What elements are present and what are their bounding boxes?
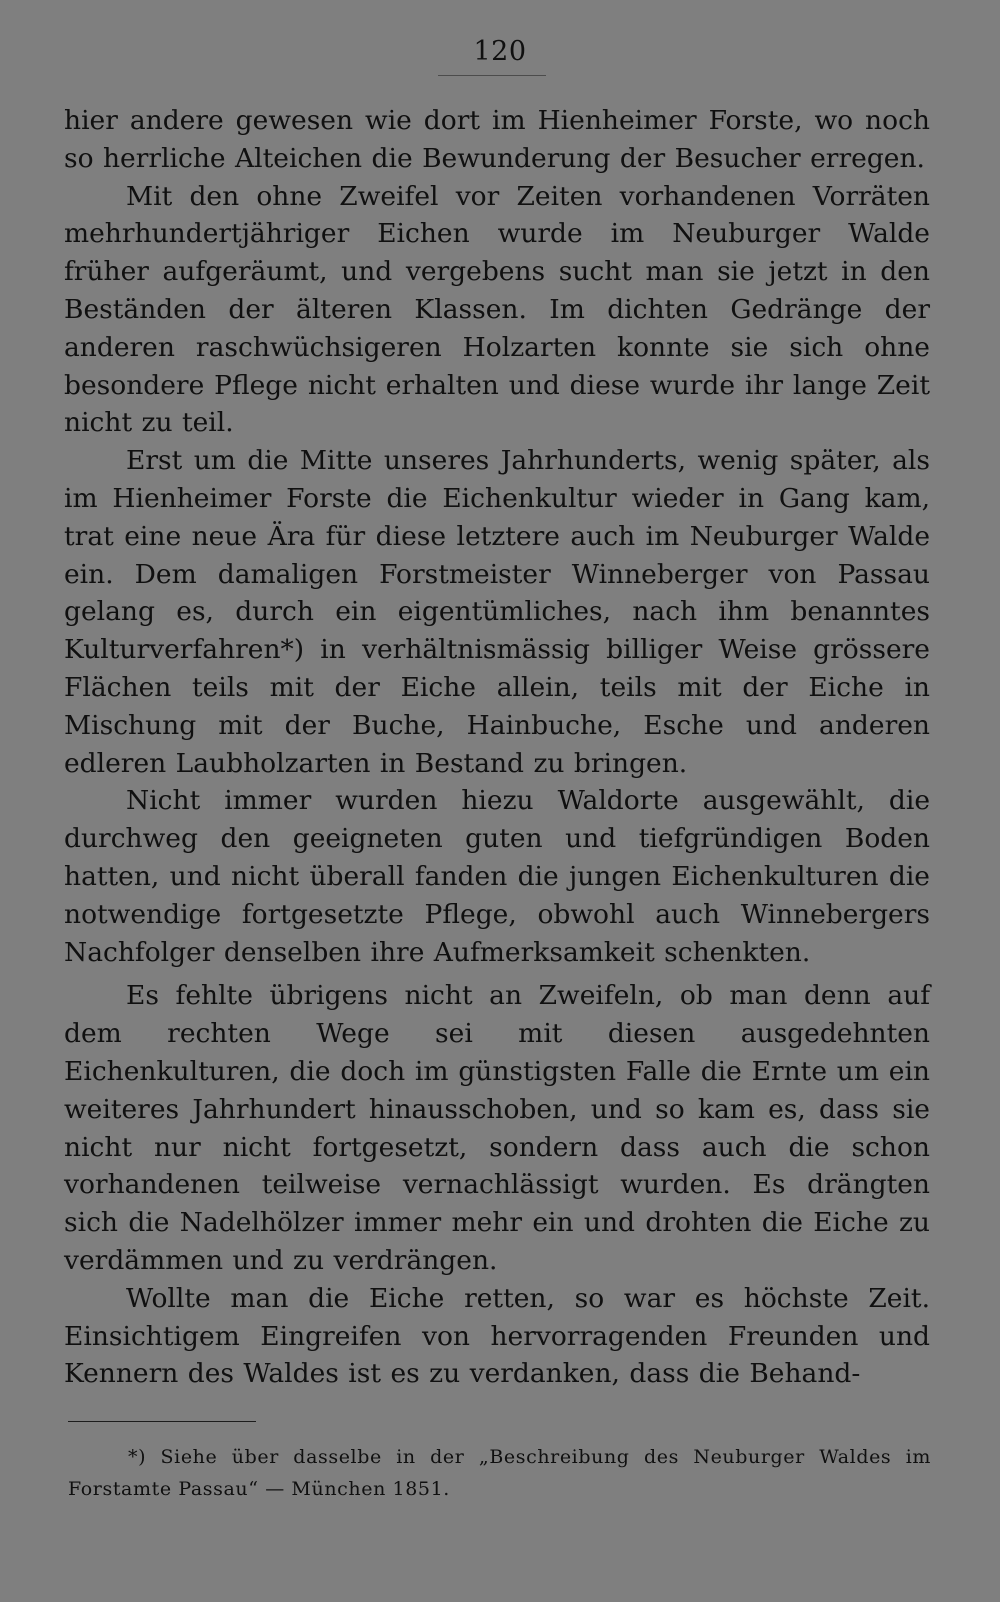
footnote-rule xyxy=(68,1421,256,1422)
paragraph: Wollte man die Eiche retten, so war es höchste Zeit. Einsichtigem Eingreifen von hervorragenden Freunden und Kennern des Waldes ist es zu verdanken, dass die Behand- xyxy=(64,1282,930,1390)
header-rule xyxy=(438,75,546,76)
paragraph: Mit den ohne Zweifel vor Zeiten vorhandenen Vorräten mehrhundertjähriger Eichen wurde im Neuburger Walde früher aufgeräumt, und vergebens sucht man sie jetzt in den Beständen der älteren Klassen. Im dichten Gedränge der anderen raschwüchsigeren Holzarten konnte sie sich ohne besondere Pflege nicht erhalten und diese wurde ihr lange Zeit nicht zu teil. xyxy=(64,180,930,439)
body-text xyxy=(64,102,930,1393)
page-number: 120 xyxy=(473,36,527,67)
footnote-text: *) Siehe über dasselbe in der „Beschreibung des Neuburger Waldes im Forstamte Passau“ — München 1851. xyxy=(68,1446,931,1500)
paragraph: Erst um die Mitte unseres Jahrhunderts, wenig später, als im Hienheimer Forste die Eichenkultur wieder in Gang kam, trat eine neue Ära für diese letztere auch im Neuburger Walde ein. Dem damaligen Forstmeister Winneberger von Passau gelang es, durch ein eigentümliches, nach ihm benanntes Kulturverfahren*) in verhältnismässig billiger Weise grössere Flächen teils mit der Eiche allein, teils mit der Eiche in Mischung mit der Buche, Hainbuche, Esche und anderen edleren Laubholzarten in Bestand zu bringen. xyxy=(64,445,930,779)
paragraph: Nicht immer wurden hiezu Waldorte ausgewählt, die durchweg den geeigneten guten und tiefgründigen Boden hatten, und nicht überall fanden die jungen Eichenkulturen die notwendige fortgesetzte Pflege, obwohl auch Winnebergers Nachfolger denselben ihre Aufmerksamkeit schenkten. xyxy=(64,785,930,968)
footnote xyxy=(68,1441,931,1505)
paragraph: Es fehlte übrigens nicht an Zweifeln, ob man denn auf dem rechten Wege sei mit diesen ausgedehnten Eichenkulturen, die doch im günstigsten Falle die Ernte um ein weiteres Jahrhundert hinausschoben, und so kam es, dass sie nicht nur nicht fortgesetzt, sondern dass auch die schon vorhandenen teilweise vernachlässigt wurden. Es drängten sich die Nadelhölzer immer mehr ein und drohten die Eiche zu verdämmen und zu verdrängen. xyxy=(64,980,930,1276)
paragraph: hier andere gewesen wie dort im Hienheimer Forste, wo noch so herrliche Alteichen die Bewunderung der Besucher erregen. xyxy=(64,105,930,174)
